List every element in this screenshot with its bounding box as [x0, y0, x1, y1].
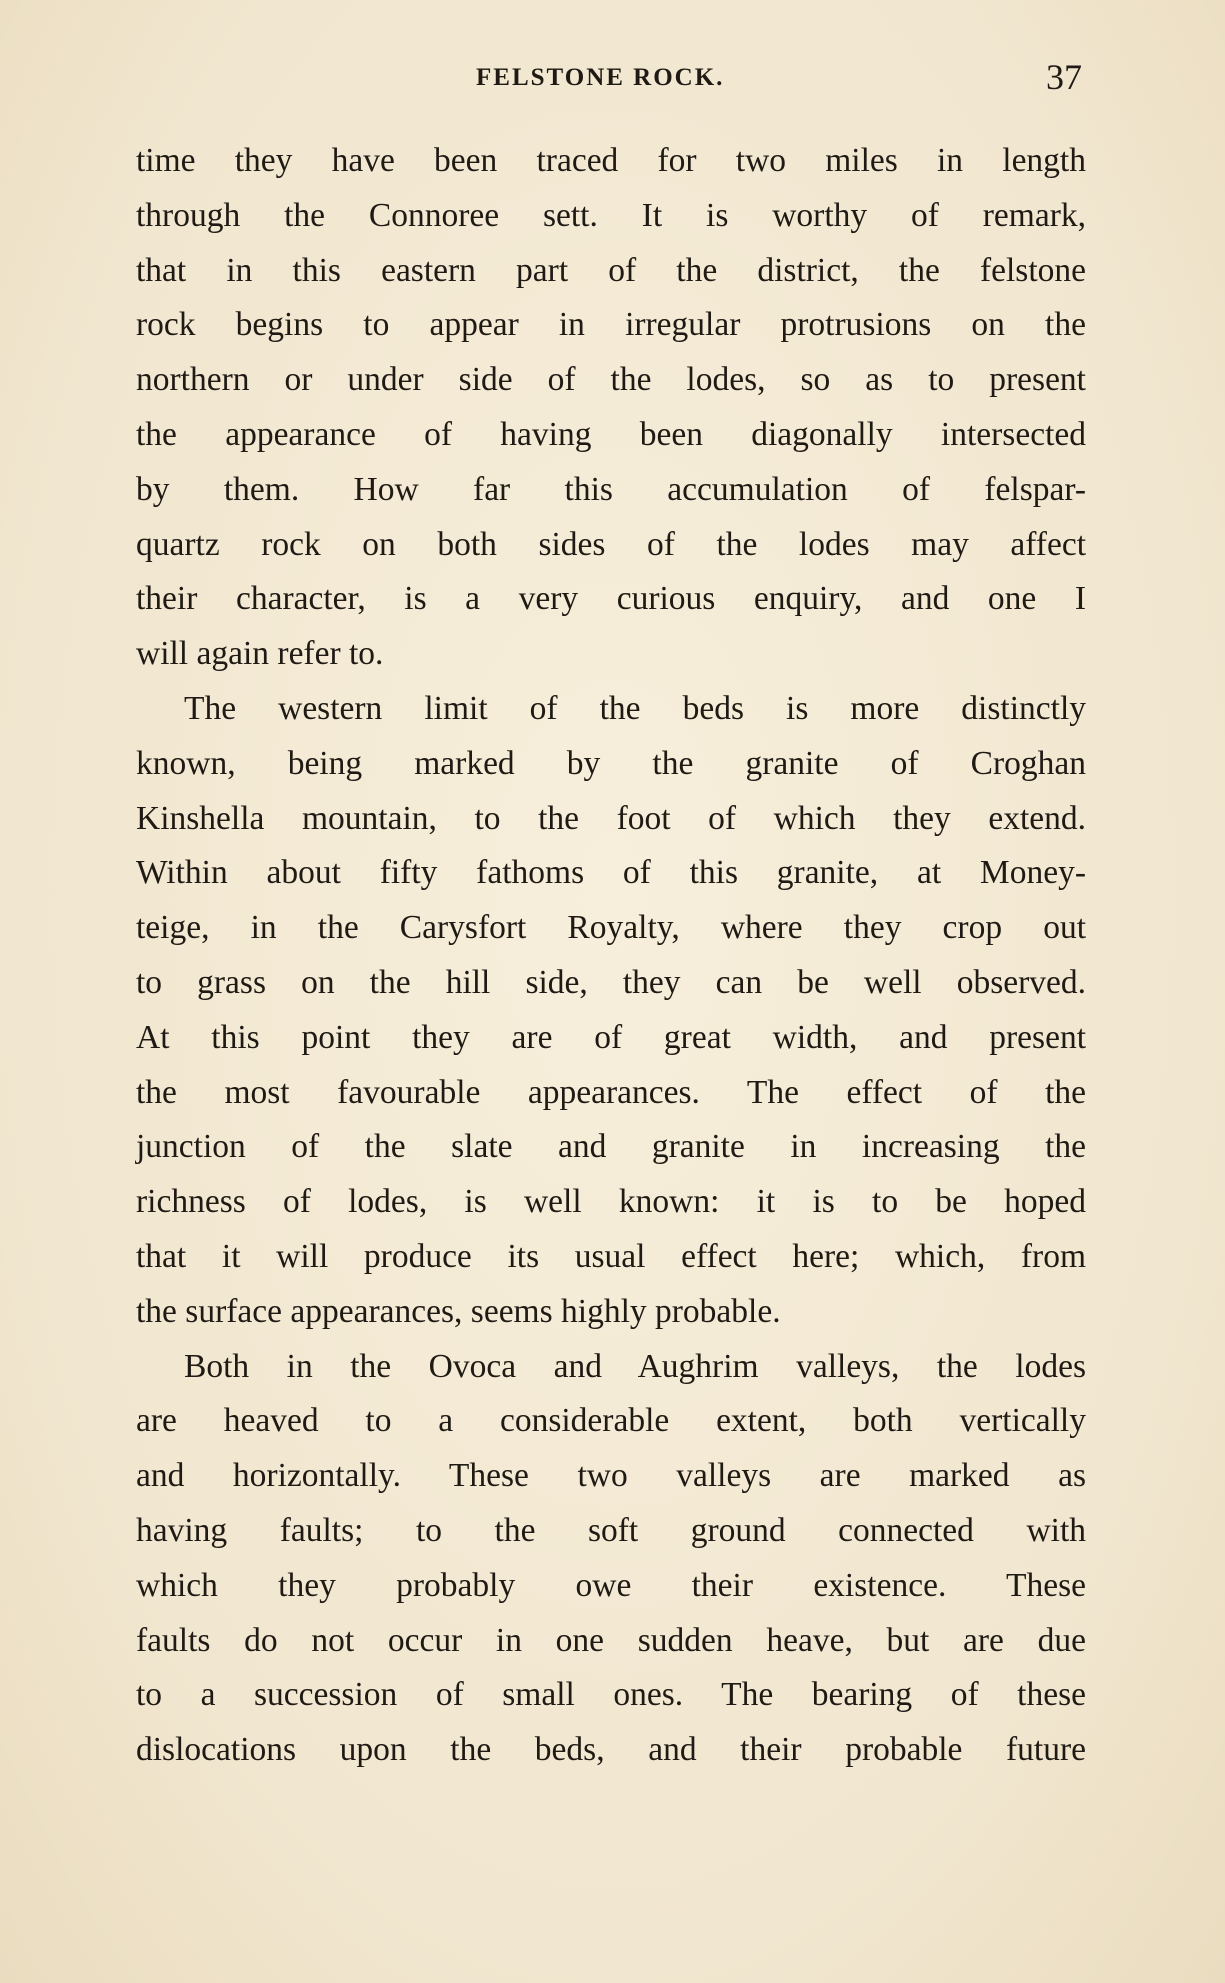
- page-header: [136, 56, 1086, 106]
- text-line: junction of the slate and granite in increasing the: [136, 1128, 1086, 1166]
- text-line: time they have been traced for two miles in length: [136, 142, 1086, 179]
- running-title: FELSTONE ROCK.: [476, 64, 725, 91]
- text-line: faults do not occur in one sudden heave, but are due: [136, 1621, 1086, 1659]
- text-line: Both in the Ovoca and Aughrim valleys, the lodes: [184, 1347, 1086, 1385]
- text-line: the surface appearances, seems highly probable.: [136, 1292, 781, 1330]
- text-line: having faults; to the soft ground connected with: [136, 1511, 1086, 1549]
- text-line: and horizontally. These two valleys are marked as: [136, 1457, 1086, 1495]
- text-line: the most favourable appearances. The effect of the: [136, 1073, 1086, 1111]
- text-line: richness of lodes, is well known: it is to be hoped: [136, 1183, 1086, 1221]
- text-line: dislocations upon the beds, and their probable future: [136, 1731, 1086, 1769]
- page-number: 37: [1046, 57, 1082, 97]
- text-line: northern or under side of the lodes, so as to present: [136, 361, 1086, 399]
- text-line: by them. How far this accumulation of felspar-: [136, 470, 1086, 508]
- text-line: teige, in the Carysfort Royalty, where they crop out: [136, 909, 1086, 947]
- text-line: to grass on the hill side, they can be well observed.: [136, 963, 1086, 1001]
- text-line: which they probably owe their existence. These: [136, 1566, 1086, 1604]
- text-line: known, being marked by the granite of Croghan: [136, 744, 1086, 782]
- text-line: quartz rock on both sides of the lodes may affect: [136, 525, 1086, 563]
- text-line: The western limit of the beds is more distinctly: [184, 689, 1086, 727]
- text-line: Within about fifty fathoms of this granite, at Money-: [136, 854, 1086, 892]
- body-text: [136, 134, 1086, 1778]
- text-line: the appearance of having been diagonally intersected: [136, 415, 1086, 453]
- text-line: will again refer to.: [136, 635, 384, 673]
- text-line: their character, is a very curious enquiry, and one I: [136, 580, 1086, 618]
- text-line: through the Connoree sett. It is worthy of remark,: [136, 196, 1086, 234]
- text-line: At this point they are of great width, and present: [136, 1018, 1086, 1056]
- text-line: that it will produce its usual effect here; which, from: [136, 1237, 1086, 1275]
- text-line: Kinshella mountain, to the foot of which they extend.: [136, 799, 1086, 837]
- text-line: to a succession of small ones. The bearing of these: [136, 1676, 1086, 1714]
- text-line: that in this eastern part of the district, the felstone: [136, 251, 1086, 289]
- text-line: rock begins to appear in irregular protrusions on the: [136, 306, 1086, 344]
- text-line: are heaved to a considerable extent, both vertically: [136, 1402, 1086, 1440]
